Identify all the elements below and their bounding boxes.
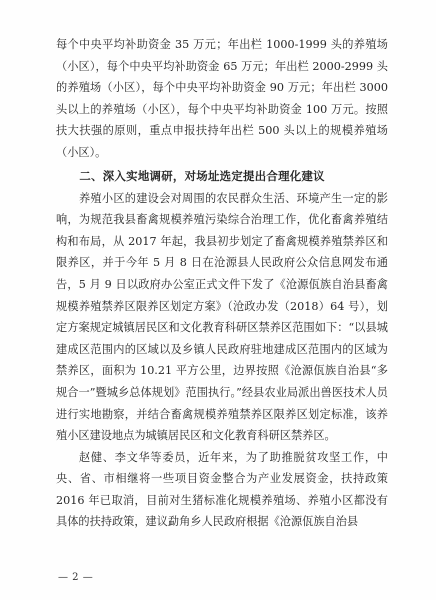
page-number: — 2 —: [58, 572, 94, 583]
paragraph-site-survey: 养殖小区的建设会对周围的农民群众生活、环境产生一定的影响，为规范我县畜禽规模养殖污染综合治理工作，优化畜禽养殖结构和布局，从 2017 年起，我县初步划定了畜禽规模养殖禁养区和限养区，并于今年 5 月 8 日在沧源县人民政府公众信息网发布通告，5 月 9 日以政府办公室正式文件下发了《沧源佤族自治县畜禽规模养殖禁养区限养区划定方案》（沧政办发（2018）64 号），划定方案规定城镇居民区和文化教育科研区禁养区范围如下：“以县城建成区范围内的区域以及乡镇人民政府驻地建成区范围内的区域为禁养区，面积为 10.21 平方公里，边界按照《沧源佤族自治县“多规合一”暨城乡总体规划》范围执行。”经县农业局派出兽医技术人员进行实地勘察，并结合畜禽规模养殖禁养区限养区划定标准，该养殖小区建设地点为城镇居民区和文化教育科研区禁养区。: [56, 191, 388, 443]
paragraph-funding-history: 赵健、李文华等委员，近年来，为了助推脱贫攻坚工作，中央、省、市相继将一些项目资金整合为产业发展资金，扶持政策 2016 年已取消，目前对生猪标准化规模养殖场、养殖小区都没有具体的扶持政策，建议勐角乡人民政府根据《沧源佤族自治县: [56, 450, 388, 529]
document-body: [56, 34, 388, 533]
section-heading: 二、深入实地调研，对场址选定提出合理化建议: [79, 168, 325, 183]
paragraph-subsidy-tiers: 每个中央平均补助资金 35 万元；年出栏 1000-1999 头的养殖场（小区），每个中央平均补助资金 65 万元；年出栏 2000-2999 头的养殖场（小区），每个中央平均补助资金 90 万元；年出栏 3000 头以上的养殖场（小区），每个中央平均补助资金 100 万元。按照扶大扶强的原则，重点申报扶持年出栏 500 头以上的规模养殖场（小区）。: [56, 38, 388, 159]
